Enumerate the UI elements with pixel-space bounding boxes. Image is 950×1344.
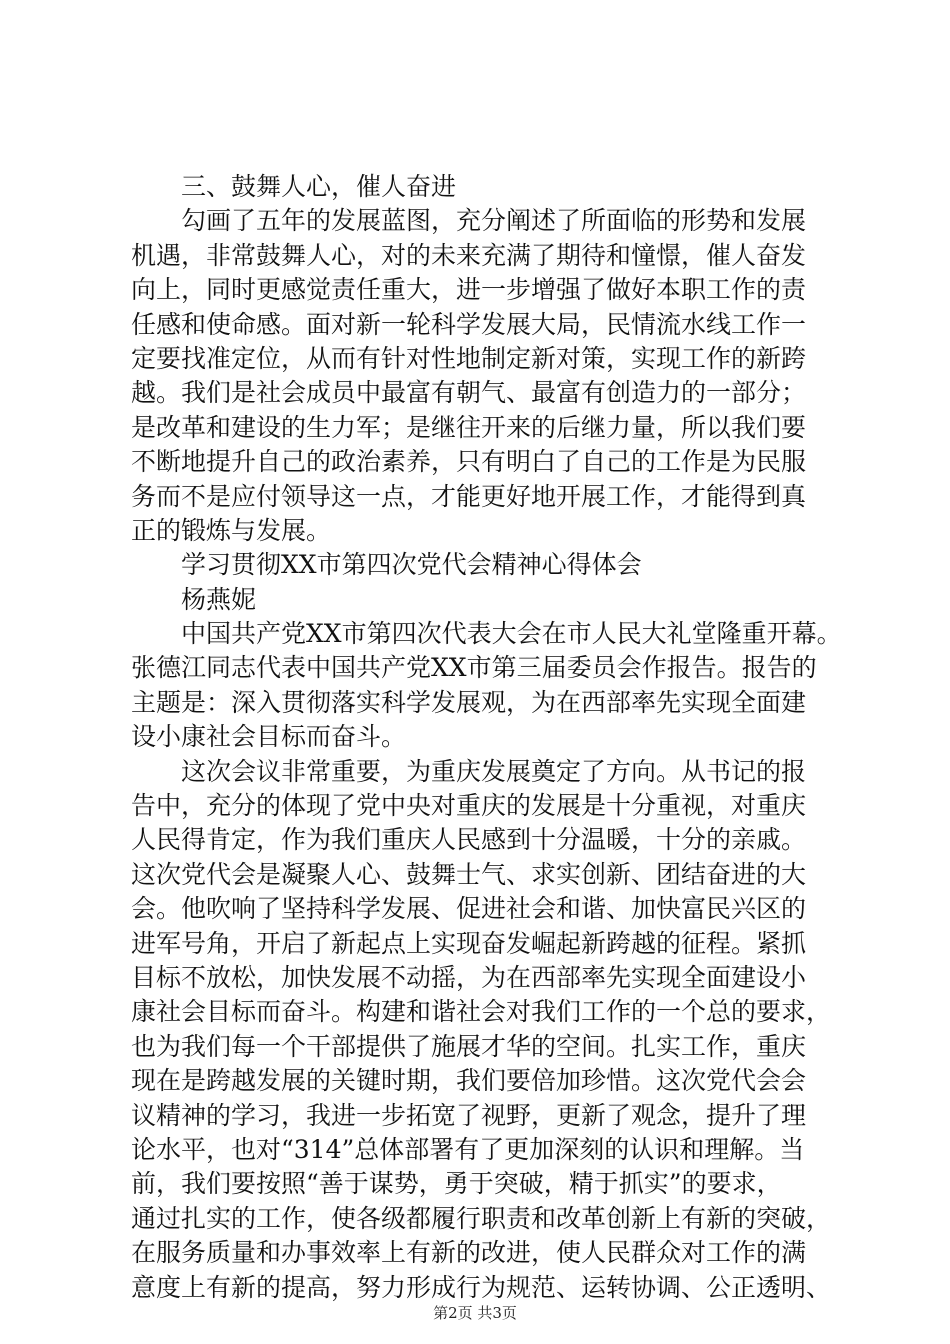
text-line: 定要找准定位，从而有针对性地制定新对策，实现工作的新跨 bbox=[131, 343, 807, 373]
text-line: 人民得肯定，作为我们重庆人民感到十分温暖，十分的亲戚。 bbox=[131, 825, 807, 855]
document-body bbox=[131, 170, 843, 1305]
text-line: 务而不是应付领导这一点，才能更好地开展工作，才能得到真 bbox=[131, 481, 807, 511]
page-number-label: 第2页 共3页 bbox=[433, 1304, 517, 1322]
text-line: 在服务质量和办事效率上有新的改进，使人民群众对工作的满 bbox=[131, 1238, 807, 1268]
text-line: 现在是跨越发展的关键时期，我们要倍加珍惜。这次党代会会 bbox=[131, 1066, 807, 1096]
text-line: 会。他吹响了坚持科学发展、促进社会和谐、加快富民兴区的 bbox=[131, 894, 807, 924]
text-line: 杨燕妮 bbox=[181, 584, 257, 614]
text-line: 进军号角，开启了新起点上实现奋发崛起新跨越的征程。紧抓 bbox=[131, 928, 807, 958]
text-line: 这次党代会是凝聚人心、鼓舞士气、求实创新、团结奋进的大 bbox=[131, 859, 807, 889]
text-line: 设小康社会目标而奋斗。 bbox=[131, 722, 407, 752]
text-line: 正的锻炼与发展。 bbox=[131, 515, 332, 545]
text-line: 是改革和建设的生力军；是继往开来的后继力量，所以我们要 bbox=[131, 412, 807, 442]
text-line: 这次会议非常重要，为重庆发展奠定了方向。从书记的报 bbox=[181, 756, 807, 786]
text-line: 张德江同志代表中国共产党XX市第三届委员会作报告。报告的 bbox=[131, 653, 817, 683]
text-line: 意度上有新的提高，努力形成行为规范、运转协调、公正透明、 bbox=[131, 1272, 832, 1302]
text-line: 目标不放松，加快发展不动摇，为在西部率先实现全面建设小 bbox=[131, 962, 807, 992]
text-line: 主题是：深入贯彻落实科学发展观，为在西部率先实现全面建 bbox=[131, 687, 807, 717]
text-line: 三、鼓舞人心，催人奋进 bbox=[181, 172, 457, 201]
text-line: 前，我们要按照“善于谋势，勇于突破，精于抓实”的要求， bbox=[131, 1169, 782, 1199]
text-line: 通过扎实的工作，使各级都履行职责和改革创新上有新的突破， bbox=[131, 1203, 832, 1233]
text-line: 论水平，也对“314”总体部署有了更加深刻的认识和理解。当 bbox=[131, 1134, 805, 1164]
text-line: 学习贯彻XX市第四次党代会精神心得体会 bbox=[181, 550, 642, 580]
text-line: 勾画了五年的发展蓝图，充分阐述了所面临的形势和发展 bbox=[181, 206, 807, 236]
text-line: 不断地提升自己的政治素养，只有明白了自己的工作是为民服 bbox=[131, 447, 807, 477]
text-line: 也为我们每一个干部提供了施展才华的空间。扎实工作，重庆 bbox=[131, 1031, 807, 1061]
text-line: 越。我们是社会成员中最富有朝气、最富有创造力的一部分； bbox=[131, 378, 807, 408]
text-line: 议精神的学习，我进一步拓宽了视野，更新了观念，提升了理 bbox=[131, 1100, 807, 1130]
text-line: 向上，同时更感觉责任重大，进一步增强了做好本职工作的责 bbox=[131, 275, 807, 305]
text-line: 中国共产党XX市第四次代表大会在市人民大礼堂隆重开幕。 bbox=[181, 619, 842, 649]
text-line: 任感和使命感。面对新一轮科学发展大局，民情流水线工作一 bbox=[131, 309, 807, 339]
page-footer bbox=[0, 1303, 950, 1323]
text-line: 告中，充分的体现了党中央对重庆的发展是十分重视，对重庆 bbox=[131, 791, 807, 821]
text-line: 康社会目标而奋斗。构建和谐社会对我们工作的一个总的要求， bbox=[131, 997, 832, 1027]
text-line: 机遇，非常鼓舞人心，对的未来充满了期待和憧憬，催人奋发 bbox=[131, 240, 807, 270]
